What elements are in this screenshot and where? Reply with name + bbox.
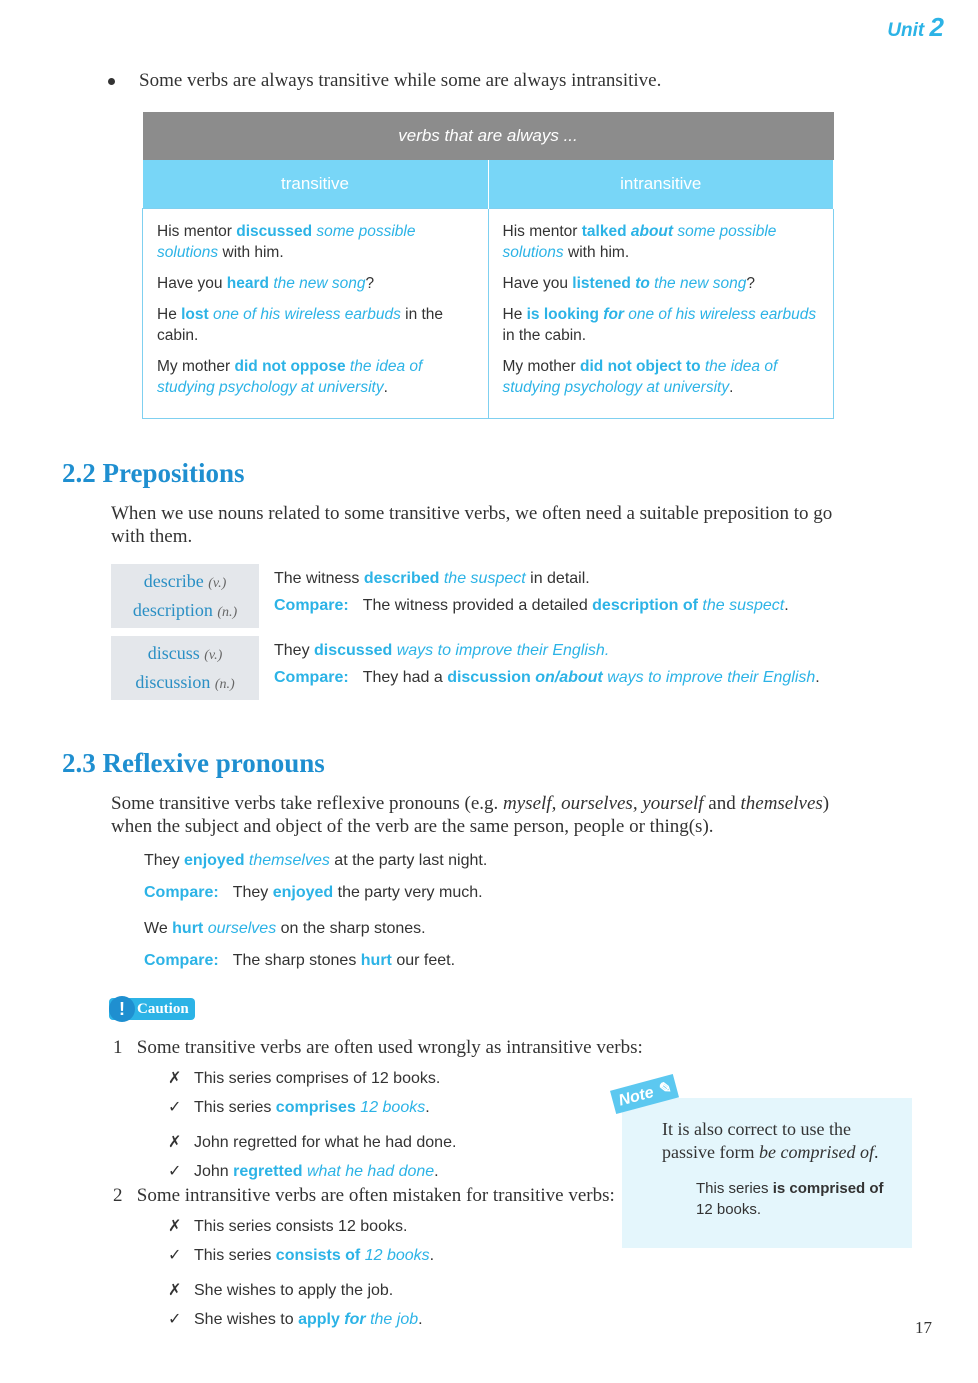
column-intransitive: intransitive [488,160,834,209]
highlighted-text: the suspect [439,570,526,587]
unit-number: 2 [929,12,944,42]
text-run: Some transitive verbs take reflexive pronouns (e.g. [111,793,504,814]
text-run: They [232,884,273,901]
text-run: They had a [362,669,448,686]
example-item [168,1245,434,1265]
text-run: . [784,597,789,614]
compare-label: Compare: [144,952,219,969]
text-run: the party very much. [333,884,483,901]
highlighted-text: some possible solutions [157,223,416,261]
highlighted-text: enjoyed [184,852,245,869]
page-number: 17 [915,1318,932,1337]
unit-label [887,12,944,43]
unit-text: Unit [887,20,925,41]
check-icon: ✓ [168,1163,182,1180]
highlighted-text: discussion [447,669,536,686]
highlighted-text: hurt [172,920,204,937]
highlighted-text: the new song [649,275,747,292]
part-of-speech: (n.) [214,677,235,692]
text-run: . [425,1099,430,1116]
highlighted-text: enjoyed [272,884,334,901]
text-run: . [434,1163,439,1180]
text-run: She wishes to [194,1311,299,1328]
highlighted-text: description of [592,597,698,614]
noun-form: description (n.) [132,600,238,620]
caution-badge [109,998,195,1020]
text-run: He [157,306,182,323]
compare-label: Compare: [144,884,219,901]
highlighted-text: ways to improve their English [602,669,816,686]
text-run: He [502,306,527,323]
highlighted-text: is looking [526,306,604,323]
text-run: John regretted for what he had done. [194,1134,457,1151]
highlighted-text: 12 books [355,1099,426,1116]
intro-text: Some verbs are always transitive while some are always intransitive. [139,70,662,91]
example-item [168,1097,430,1117]
highlighted-text: regretted [233,1163,303,1180]
reflexive-intro [111,792,861,838]
prepositions-intro: When we use nouns related to some transitive verbs, we often need a suitable preposition to go with them. [111,503,833,547]
word-pair-box [111,636,259,700]
highlighted-text: some possible solutions [502,223,777,261]
section-heading-prepositions: 2.2 Prepositions [62,458,245,488]
text-run: This series consists 12 books. [194,1218,408,1235]
compare-sentence [274,597,789,615]
highlighted-text: be comprised of [758,1142,874,1162]
example-item [168,1161,439,1181]
note-box [622,1098,912,1248]
pencil-icon: ✎ [655,1079,673,1100]
highlighted-text: consists of [275,1247,361,1264]
example-sentence [157,273,474,294]
text-run: . [429,1247,435,1264]
text-run: and [703,793,741,814]
text-run: This series comprises of 12 books. [194,1070,441,1087]
note-text [662,1118,892,1164]
highlighted-text: on/about [535,669,603,686]
text-run: ? [746,275,755,292]
verb-table [142,112,834,419]
text-run: . [873,1142,879,1162]
example-sentence [144,852,487,870]
highlighted-text: heard [226,275,270,292]
text-run: They [144,852,185,869]
highlighted-text: the idea of studying psychology at university [157,358,423,396]
part-of-speech: (n.) [217,605,238,620]
example-sentence [503,273,820,294]
text-run: His mentor [157,223,237,240]
highlighted-text: what he had done [302,1163,435,1180]
example-sentence [274,570,590,588]
highlighted-text: did not object to [580,358,701,375]
compare-sentence [144,952,455,970]
text-run: The witness provided a detailed [362,597,593,614]
compare-sentence [274,669,820,687]
bullet-icon [108,78,115,85]
example-sentence [503,221,820,263]
text-run: in the cabin. [157,306,444,344]
text-run: The witness [274,570,364,587]
highlighted-text: themselves [740,793,823,814]
text-run: ) when the subject and object of the verb are the same person, people or thing(s). [111,793,830,837]
highlighted-text: listened [572,275,636,292]
text-run: our feet. [391,952,456,969]
compare-label: Compare: [274,669,349,686]
text-run: Have you [502,275,573,292]
text-run: My mother [502,358,581,375]
text-run: on the sharp stones. [276,920,426,937]
example-sentence [157,221,474,263]
word-pair-box [111,564,259,628]
text-run: in detail. [525,570,590,587]
note-example [696,1178,886,1220]
example-sentence [274,642,609,660]
text-run: with him. [563,244,630,261]
verb-form: discuss (v.) [147,643,223,663]
text-run: This series [194,1247,276,1264]
highlighted-text: one of his wireless earbuds [208,306,401,323]
example-item [168,1309,423,1329]
highlighted-text: discussed [314,642,393,659]
table-title: verbs that are always ... [143,112,834,160]
highlighted-text: about [630,223,674,240]
section-heading-reflexive: 2.3 Reflexive pronouns [62,748,325,778]
check-icon: ✓ [168,1247,182,1264]
text-run: 12 books. [696,1201,762,1218]
text-run: John [194,1163,234,1180]
part-of-speech: (v.) [208,576,227,591]
text-run: She wishes to apply the job. [194,1282,394,1299]
verb-form: describe (v.) [143,571,227,591]
highlighted-text: the idea of studying psychology at university [502,358,778,396]
example-sentence [144,920,426,938]
text-run: His mentor [502,223,582,240]
text-run: My mother [157,358,235,375]
part-of-speech: (v.) [204,648,223,663]
highlighted-text: myself, ourselves, yourself [503,793,704,814]
highlighted-text: to [635,275,650,292]
highlighted-text: described [363,570,440,587]
transitive-cell [143,209,489,419]
check-icon: ✓ [168,1311,182,1328]
example-sentence [157,356,474,398]
text-run: . [383,379,388,396]
text-run: in the cabin. [502,327,587,344]
exclamation-icon: ! [109,996,135,1022]
highlighted-text: for [344,1311,366,1328]
noun-form: discussion (n.) [135,672,235,692]
text-run: . [729,379,734,396]
caution-point: 1 Some transitive verbs are often used wrongly as intransitive verbs: [113,1037,643,1058]
example-item [168,1280,393,1300]
note-tag-text: Note [616,1083,656,1110]
text-run: This series [696,1180,773,1197]
highlighted-text: themselves [244,852,330,869]
text-run: at the party last night. [329,852,488,869]
intransitive-cell [488,209,834,419]
example-item [168,1132,456,1152]
cross-icon: ✗ [168,1282,182,1299]
caution-label: Caution [137,1001,189,1017]
highlighted-text: ways to improve their English. [392,642,610,659]
compare-label: Compare: [274,597,349,614]
highlighted-text: the new song [269,275,366,292]
text-run: Have you [157,275,227,292]
highlighted-text: lost [181,306,209,323]
compare-sentence [144,884,483,902]
highlighted-text: talked [581,223,631,240]
text-run: We [144,920,173,937]
highlighted-text: 12 books [360,1247,430,1264]
highlighted-text: comprises [275,1099,356,1116]
caution-point: 2 Some intransitive verbs are often mistaken for transitive verbs: [113,1185,615,1206]
highlighted-text: did not oppose [234,358,346,375]
text-run: ? [365,275,375,292]
example-sentence [503,304,820,346]
text-run: The sharp stones [232,952,361,969]
cross-icon: ✗ [168,1070,182,1087]
text-run: . [418,1311,423,1328]
check-icon: ✓ [168,1099,182,1116]
highlighted-text: the job [365,1311,419,1328]
text-run: They [274,642,315,659]
cross-icon: ✗ [168,1134,182,1151]
highlighted-text: one of his wireless earbuds [623,306,817,323]
highlighted-text: apply [298,1311,345,1328]
text-run: . [815,669,820,686]
column-transitive: transitive [143,160,489,209]
example-sentence [503,356,820,398]
cross-icon: ✗ [168,1218,182,1235]
highlighted-text: hurt [360,952,392,969]
highlighted-text: the suspect [697,597,785,614]
example-item [168,1068,440,1088]
highlighted-text: ourselves [203,920,277,937]
text-run: It is also correct to use the passive form [662,1119,851,1162]
highlighted-text: for [603,306,624,323]
example-sentence [157,304,474,346]
example-item [168,1216,407,1236]
text-run: with him. [218,244,284,261]
highlighted-text: discussed [236,223,313,240]
highlighted-text: is comprised of [772,1180,884,1197]
intro-bullet [108,70,661,92]
text-run: This series [194,1099,276,1116]
